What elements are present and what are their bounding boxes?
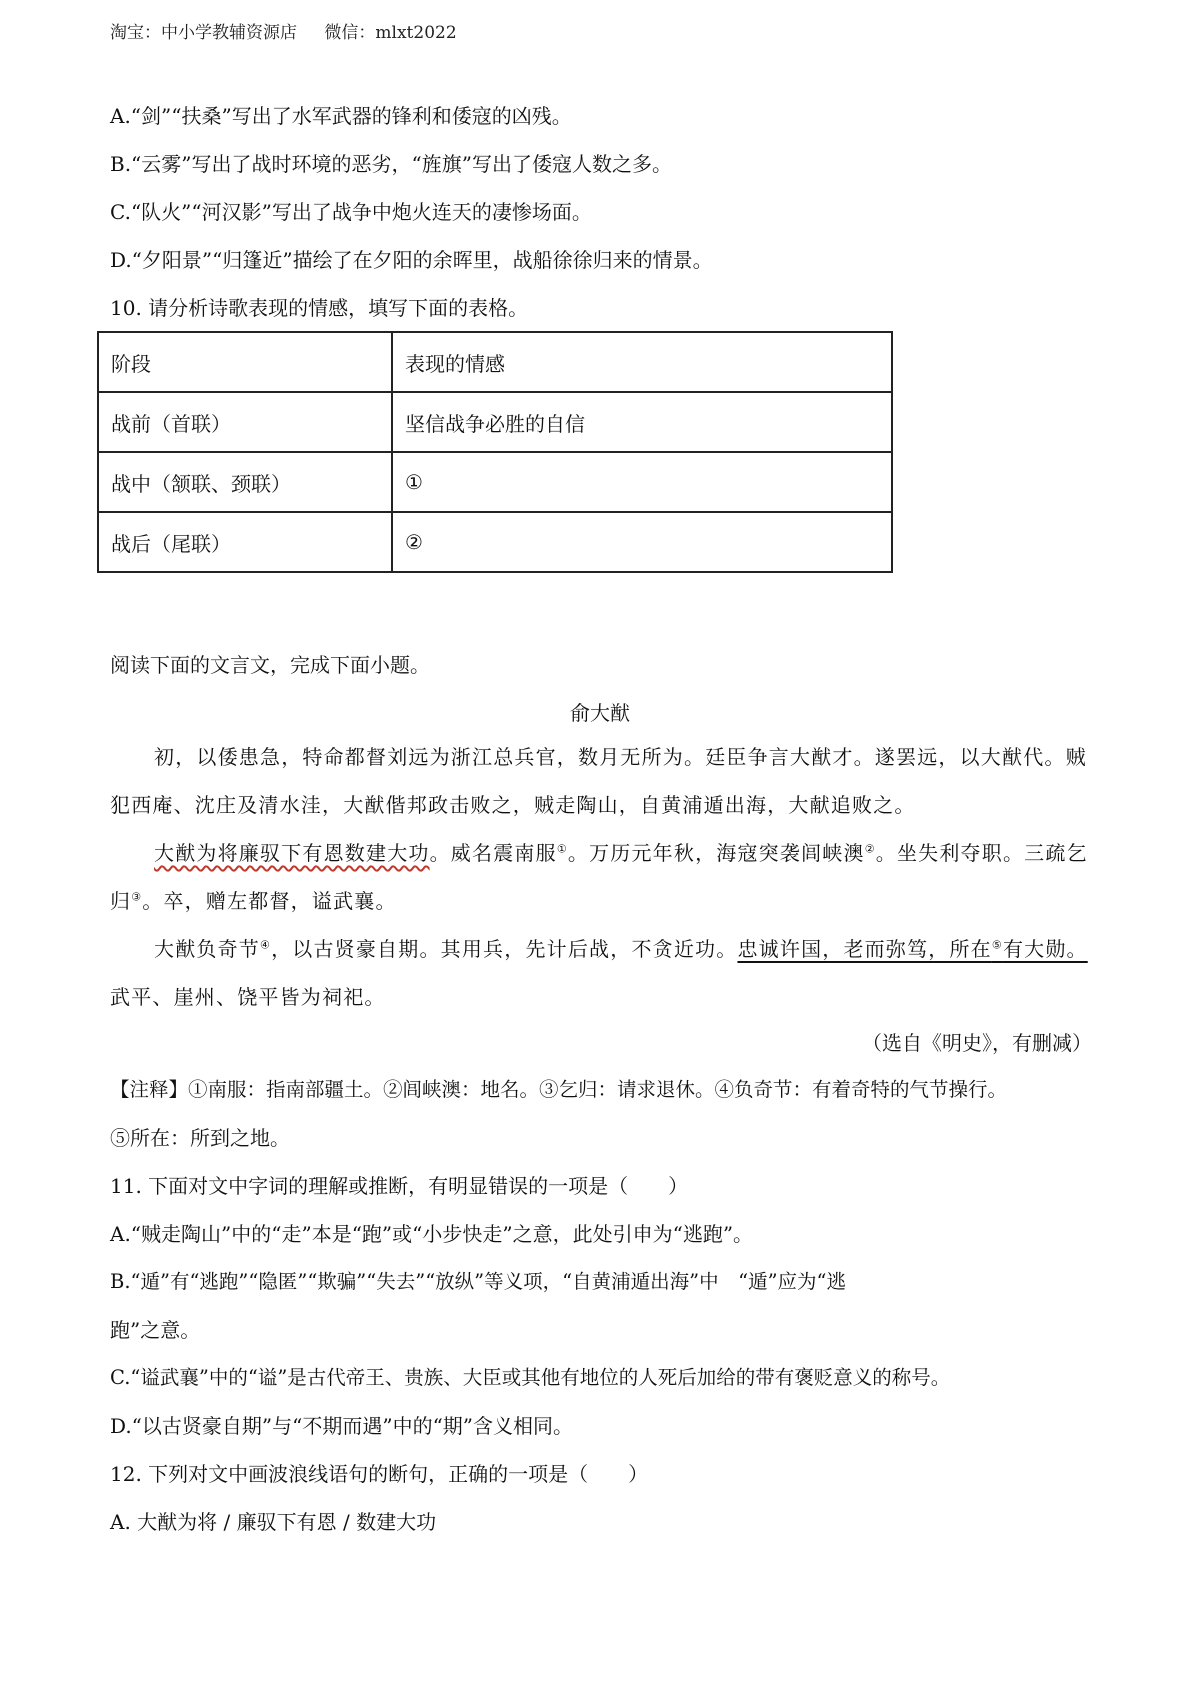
table-header-cell: 表现的情感 [392,332,892,392]
q11-option-b: B.“遁”有“逃跑”“隐匿”“欺骗”“失去”“放纵”等义项，“自黄浦遁出海”中 “遁”应为“逃 [110,1270,847,1293]
table-cell: 战前（首联） [98,392,392,452]
paragraph-text: 大猷负奇节 [154,937,260,961]
page-header [110,18,479,43]
q9-option-d: D.“夕阳景”“归篷近”描绘了在夕阳的余晖里，战船徐徐归来的情景。 [110,248,713,272]
q9-option-c: C.“队火”“河汉影”写出了战争中炮火连天的凄惨场面。 [110,200,592,224]
underlined-sentence [737,937,1087,961]
table-row [98,512,892,572]
shop-label: 淘宝：中小学教辅资源店 [110,23,297,43]
paragraph-text: 。坐失利夺职。三疏乞归 [110,841,1088,913]
paragraph-text: 初，以倭患急，特命都督刘远为浙江总兵官，数月无所为。廷臣争言大猷才。遂罢远，以大猷代。贼犯西庵、沈庄及清水洼，大猷偕邦政击败之，贼走陶山，自黄浦遁出海，大献追败之。 [110,745,1087,817]
table-row [98,392,892,452]
notes-line-1: 【注释】①南服：指南部疆土。②闾峡澳：地名。③乞归：请求退休。④负奇节：有着奇特的气节操行。 [110,1078,1008,1101]
passage-paragraph-3 [110,925,1100,1021]
table-cell: ② [392,512,892,572]
q12-option-a: A. 大猷为将 / 廉驭下有恩 / 数建大功 [110,1510,437,1534]
q11-option-c: C.“谥武襄”中的“谥”是古代帝王、贵族、大臣或其他有地位的人死后加给的带有褒贬意义的称号。 [110,1366,951,1389]
notes-line-2: ⑤所在：所到之地。 [110,1126,290,1150]
footnote-mark: ⑤ [991,938,1003,952]
table-header-row [98,332,892,392]
wavy-underlined-sentence: 大猷为将廉驭下有恩数建大功 [154,841,430,865]
paragraph-text: 武平、崖州、饶平皆为祠祀。 [110,985,386,1009]
footnote-mark: ② [864,842,876,856]
table-cell: 坚信战争必胜的自信 [392,392,892,452]
table-header-cell: 阶段 [98,332,392,392]
table-row [98,452,892,512]
q9-option-b: B.“云雾”写出了战时环境的恶劣，“旌旗”写出了倭寇人数之多。 [110,152,672,176]
underlined-text: 有大勋。 [1002,937,1088,961]
paragraph-text: 。威名震南服 [429,841,557,865]
table-cell: 战中（颔联、颈联） [98,452,392,512]
table-cell: 战后（尾联） [98,512,392,572]
footnote-mark: ① [556,842,568,856]
reading-intro: 阅读下面的文言文，完成下面小题。 [110,653,430,677]
passage-title: 俞大猷 [570,701,630,725]
wechat-label: 微信：mlxt2022 [324,23,457,43]
emotion-table [97,331,893,573]
q9-option-a: A.“剑”“扶桑”写出了水军武器的锋利和倭寇的凶残。 [110,104,572,128]
underlined-text: 忠诚许国，老而弥笃，所在 [737,937,992,961]
footnote-mark: ④ [260,938,272,952]
paragraph-text: 。卒，赠左都督，谥武襄。 [142,889,397,913]
table-cell: ① [392,452,892,512]
passage-source: （选自《明史》，有删减） [862,1031,1092,1055]
q11-prompt: 11. 下面对文中字词的理解或推断，有明显错误的一项是（ ） [110,1174,689,1198]
footnote-mark: ③ [131,890,143,904]
q12-prompt: 12. 下列对文中画波浪线语句的断句，正确的一项是（ ） [110,1462,649,1486]
q10-prompt: 10. 请分析诗歌表现的情感，填写下面的表格。 [110,296,529,320]
q11-option-d: D.“以古贤豪自期”与“不期而遇”中的“期”含义相同。 [110,1414,574,1438]
paragraph-text: ，以古贤豪自期。其用兵，先计后战，不贪近功。 [271,937,738,961]
passage-paragraph-2 [110,829,1100,925]
q11-option-a: A.“贼走陶山”中的“走”本是“跑”或“小步快走”之意，此处引申为“逃跑”。 [110,1222,754,1246]
passage-paragraph-1 [110,733,1100,829]
q11-option-b-cont: 跑”之意。 [110,1318,201,1342]
paragraph-text: 。万历元年秋，海寇突袭闾峡澳 [567,841,865,865]
